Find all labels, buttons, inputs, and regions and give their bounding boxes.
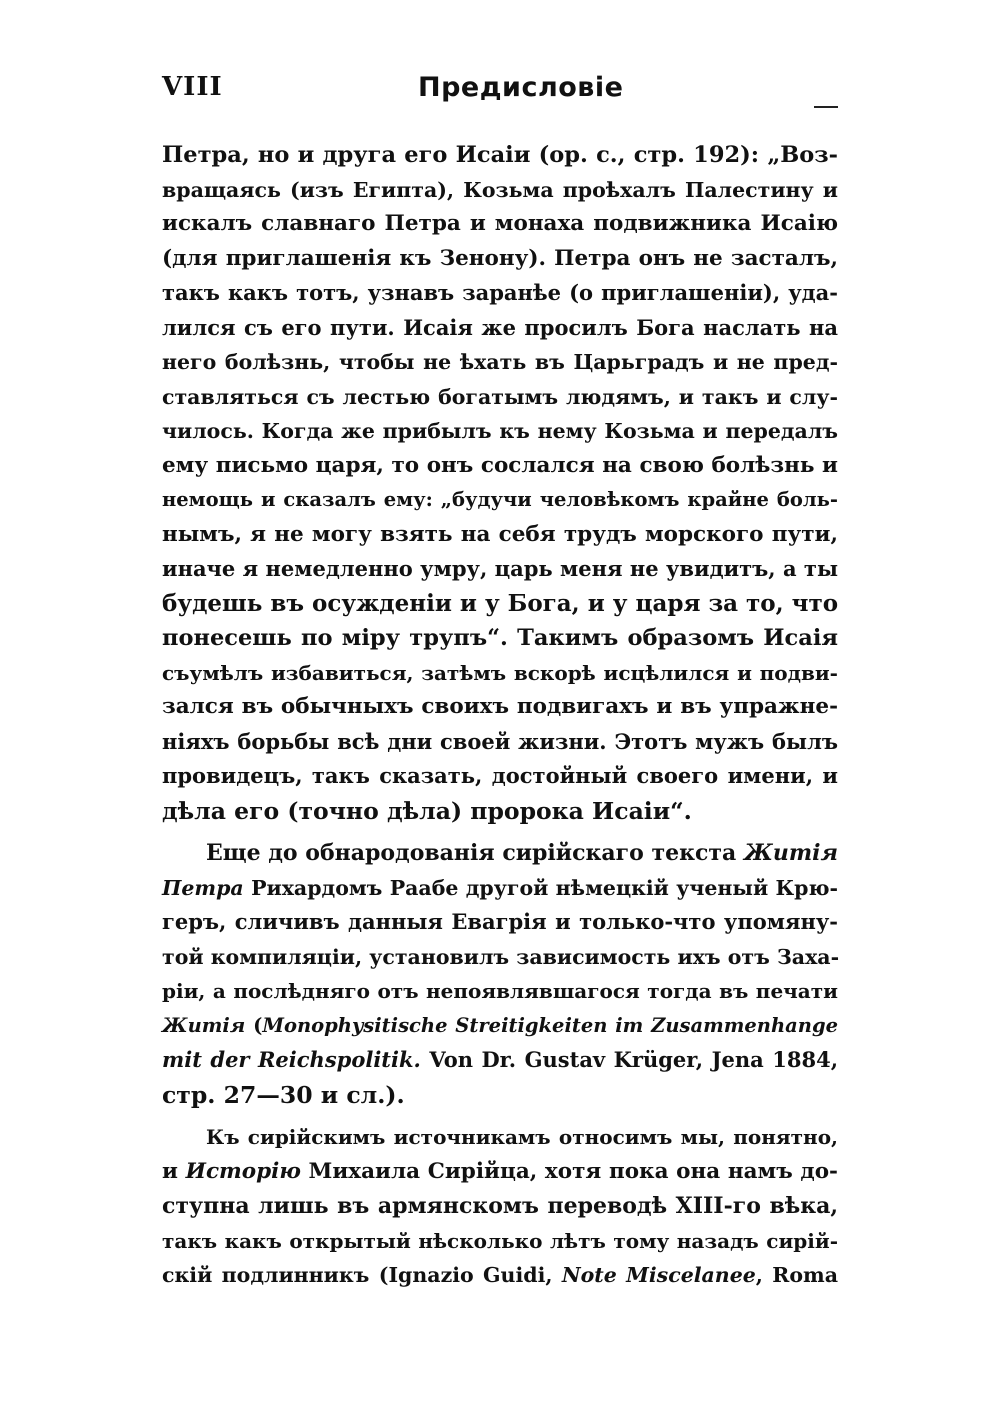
paragraph-1: [162, 138, 838, 828]
running-title: Предисловіе: [418, 72, 624, 103]
text-line: съумѣлъ избавиться, затѣмъ вскорѣ исцѣлился и подви-: [162, 660, 838, 685]
text-line: искалъ славнаго Петра и монаха подвижника Исаію: [162, 211, 838, 236]
italic-citation: Monophysitische Streitigkeiten im Zusammenhange: [262, 1013, 838, 1037]
text-line: стр. 27—30 и сл.).: [162, 1080, 405, 1109]
text-line: такъ какъ открытый нѣсколько лѣтъ тому назадъ сирій-: [162, 1228, 838, 1253]
italic-title: Петра: [162, 875, 244, 900]
text-line: ступна лишь въ армянскомъ переводѣ XIII-го вѣка,: [162, 1193, 838, 1219]
text-line: дѣла его (точно дѣла) пророка Исаіи“.: [162, 796, 692, 825]
text-line: зался въ обычныхъ своихъ подвигахъ и въ упражне-: [162, 694, 838, 719]
text-line: Житія (Monophysitische Streitigkeiten im Zusammenhange: [162, 1013, 838, 1037]
text-line: вращаясь (изъ Египта), Козьма проѣхалъ Палестину и: [162, 177, 838, 202]
page-number: VIII: [162, 72, 223, 102]
italic-title: Житія: [162, 1013, 246, 1037]
text-line: ріи, а послѣдняго отъ непоявлявшагося тогда въ печати: [162, 979, 838, 1003]
text-line: той компиляціи, установилъ зависимость ихъ отъ Заха-: [162, 944, 840, 969]
text-line: понесешь по міру трупъ“. Такимъ образомъ Исаія: [162, 625, 838, 651]
text-line: (для приглашенія къ Зенону). Петра онъ не засталъ,: [162, 245, 838, 271]
text-line: Еще до обнародованія сирійскаго текста Житія: [206, 840, 838, 866]
text-line: иначе я немедленно умру, царь меня не увидитъ, а ты: [162, 556, 838, 581]
text-line: ему письмо царя, то онъ сослался на свою болѣзнь и: [162, 452, 838, 478]
text-line: нымъ, я не могу взять на себя трудъ морского пути,: [162, 521, 838, 547]
text-line: провидецъ, такъ сказать, достойный своего имени, и: [162, 763, 838, 788]
text-line: Петра Рихардомъ Раабе другой нѣмецкій ученый Крю-: [162, 875, 838, 900]
italic-title: Исторію: [185, 1158, 301, 1184]
text-line: ставляться съ лестью богатымъ людямъ, и такъ и слу-: [162, 384, 838, 409]
body-text: [162, 138, 838, 1293]
paragraph-2: [162, 836, 838, 1112]
text-line: ніяхъ борьбы всѣ дни своей жизни. Этотъ мужъ былъ: [162, 728, 838, 754]
header-rule: [814, 106, 838, 108]
text-line: и Исторію Михаила Сирійца, хотя пока она намъ до-: [162, 1158, 838, 1184]
text-line: mit der Reichspolitik. Von Dr. Gustav Krüger, Jena 1884,: [162, 1047, 839, 1072]
page-header: [162, 72, 838, 112]
text-line: геръ, сличивъ данныя Евагрія и только-что упомяну-: [162, 909, 838, 934]
text-line: лился съ его пути. Исаія же просилъ Бога наслать на: [162, 314, 838, 340]
text-line: Къ сирійскимъ источникамъ относимъ мы, понятно,: [206, 1125, 838, 1149]
text-line: чилось. Когда же прибылъ къ нему Козьма и передалъ: [162, 419, 838, 443]
text-line: такъ какъ тотъ, узнавъ заранѣе (о приглашеніи), уда-: [162, 280, 838, 305]
italic-citation: mit der Reichspolitik.: [162, 1047, 421, 1072]
paragraph-3: [162, 1120, 838, 1293]
text-line: немощь и сказалъ ему: „будучи человѣкомъ крайне боль-: [162, 488, 838, 511]
text-line: будешь въ осужденіи и у Бога, и у царя за то, что: [162, 589, 839, 617]
text-line: скій подлинникъ (Ignazio Guidi, Note Miscelanee, Roma: [162, 1263, 838, 1287]
italic-citation: Note Miscelanee: [561, 1263, 756, 1287]
text-line: Петра, но и друга его Исаіи (ор. с., стр. 192): „Воз-: [162, 142, 838, 168]
italic-title: Житія: [743, 840, 838, 866]
text-line: него болѣзнь, чтобы не ѣхать въ Царьградъ и не пред-: [162, 350, 838, 374]
